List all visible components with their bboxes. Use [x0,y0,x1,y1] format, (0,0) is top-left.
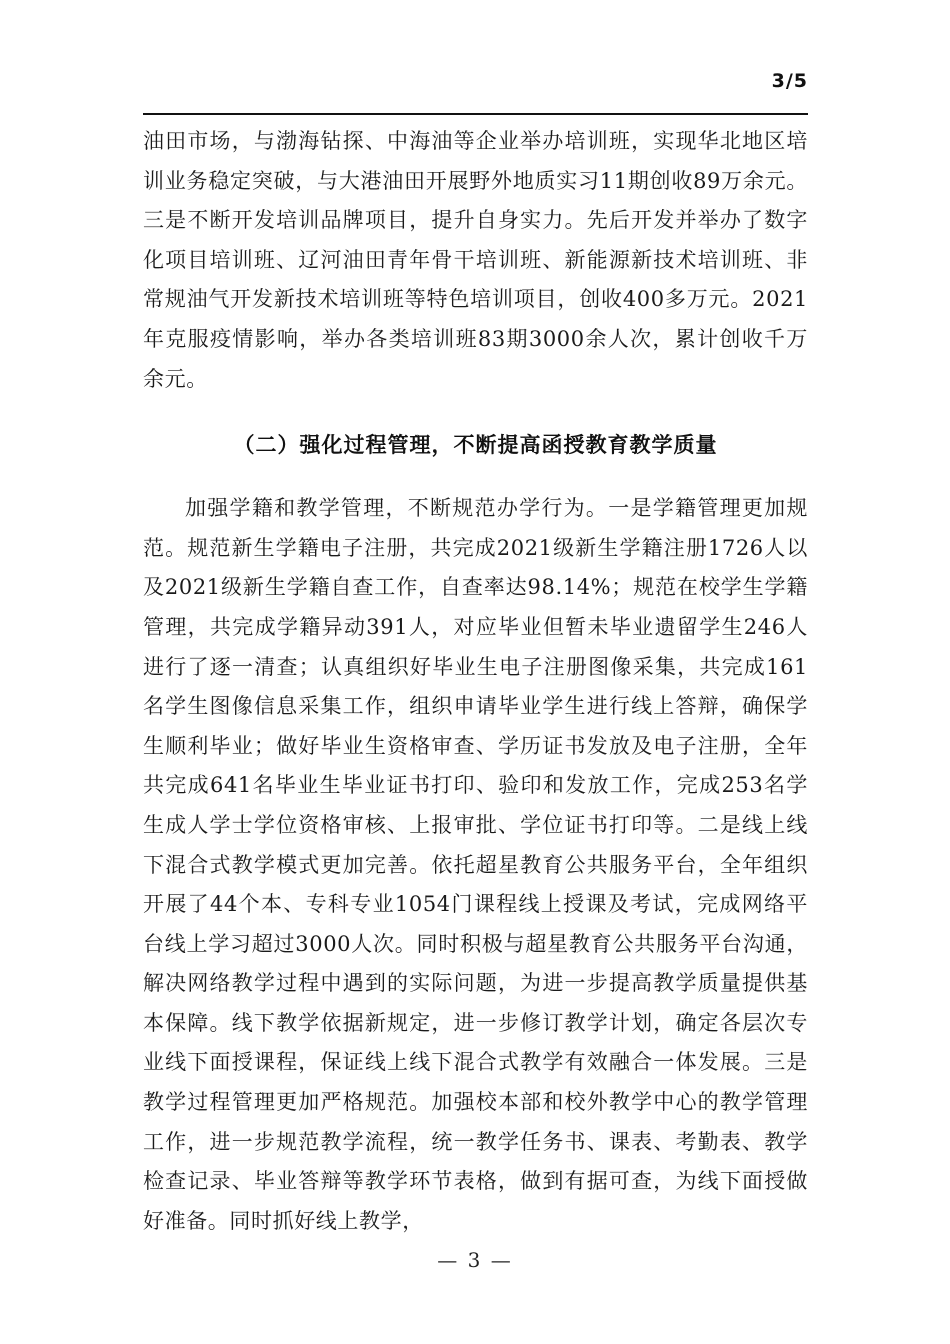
page-number: — 3 — [437,1248,513,1272]
body-paragraph-continued: 油田市场，与渤海钻探、中海油等企业举办培训班，实现华北地区培训业务稳定突破，与大港油田开展野外地质实习11期创收89万余元。三是不断开发培训品牌项目，提升自身实力。先后开发并举办了数字化项目培训班、辽河油田青年骨干培训班、新能源新技术培训班、非常规油气开发新技术培训班等特色培训项目，创收400多万元。2021年克服疫情影响，举办各类培训班83期3000余人次，累计创收千万余元。 [143,129,808,391]
header-divider [143,113,808,115]
body-paragraph: 加强学籍和教学管理，不断规范办学行为。一是学籍管理更加规范。规范新生学籍电子注册，共完成2021级新生学籍注册1726人以及2021级新生学籍自查工作，自查率达98.14%；规范在校学生学籍管理，共完成学籍异动391人，对应毕业但暂未毕业遗留学生246人进行了逐一清查；认真组织好毕业生电子注册图像采集，共完成161名学生图像信息采集工作，组织申请毕业学生进行线上答辩，确保学生顺利毕业；做好毕业生资格审查、学历证书发放及电子注册，全年共完成641名毕业生毕业证书打印、验印和发放工作，完成253名学生成人学士学位资格审核、上报审批、学位证书打印等。二是线上线下混合式教学模式更加完善。依托超星教育公共服务平台，全年组织开展了44个本、专科专业1054门课程线上授课及考试，完成网络平台线上学习超过3000人次。同时积极与超星教育公共服务平台沟通，解决网络教学过程中遇到的实际问题，为进一步提高教学质量提供基本保障。线下教学依据新规定，进一步修订教学计划，确定各层次专业线下面授课程，保证线上线下混合式教学有效融合一体发展。三是教学过程管理更加严格规范。加强校本部和校外教学中心的教学管理工作，进一步规范教学流程，统一教学任务书、课表、考勤表、教学检查记录、毕业答辩等教学环节表格，做到有据可查，为线下面授做好准备。同时抓好线上教学， [143,496,808,1233]
document-body [143,122,808,1241]
section-heading: （二）强化过程管理，不断提高函授教育教学质量 [233,433,718,458]
page-counter: 3/5 [771,70,808,92]
